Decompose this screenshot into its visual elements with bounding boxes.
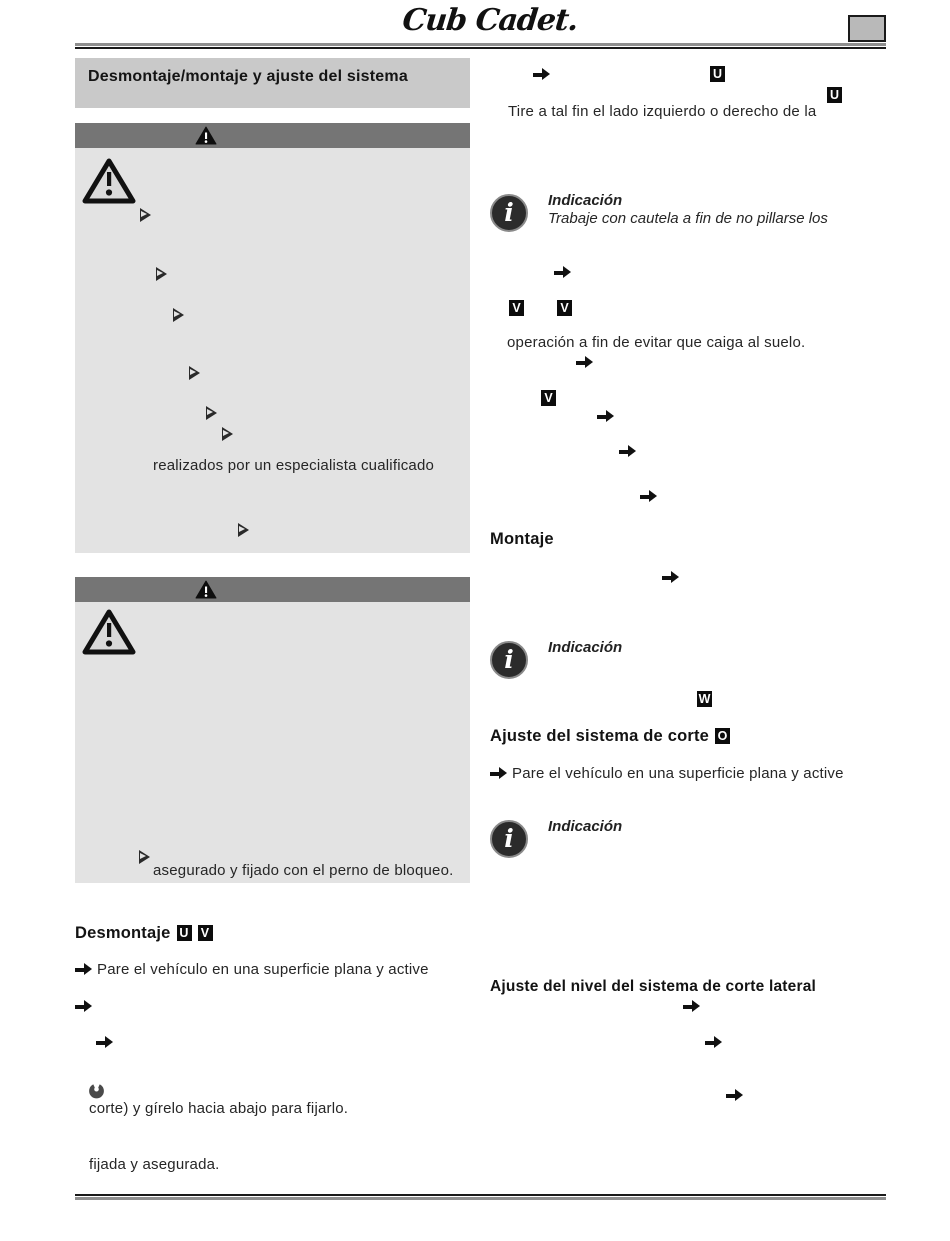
header-rule-gray xyxy=(75,43,886,46)
ref-badge-o: O xyxy=(715,728,730,744)
info-icon xyxy=(490,194,528,232)
warning-box-header xyxy=(75,577,470,602)
ref-badge-u: U xyxy=(177,925,192,941)
chevron-right-icon xyxy=(139,850,151,864)
chevron-right-icon xyxy=(238,523,250,537)
footer-rule-black xyxy=(75,1194,886,1196)
step-item xyxy=(75,961,429,978)
chevron-right-icon xyxy=(189,366,201,380)
arrow-right-icon xyxy=(576,356,593,369)
warning-triangle-icon xyxy=(82,157,136,205)
step-text: Pare el vehículo en una superficie plana y active xyxy=(512,765,844,782)
note-title: Indicación xyxy=(548,818,623,835)
heading-desmontaje-label: Desmontaje xyxy=(75,924,171,942)
warning-triangle-icon xyxy=(195,580,217,599)
arrow-right-icon xyxy=(75,963,92,976)
warning-box-2 xyxy=(75,577,470,883)
heading-ajuste-corte xyxy=(490,727,730,746)
ref-badge-w: W xyxy=(698,692,711,706)
chevron-right-icon xyxy=(140,208,152,222)
arrow-right-icon xyxy=(726,1089,743,1102)
arrow-right-icon xyxy=(662,571,679,584)
warning-box-1 xyxy=(75,123,470,553)
ref-badge-u: U xyxy=(710,66,725,82)
arrow-right-icon xyxy=(640,490,657,503)
ref-badge-v: V xyxy=(198,925,213,941)
ref-badge-u: U xyxy=(827,87,842,103)
body-text-line: corte) y gírelo hacia abajo para fijarlo. xyxy=(89,1100,349,1117)
arrow-right-icon xyxy=(683,1000,700,1013)
footer-rule-gray xyxy=(75,1197,886,1200)
chevron-right-icon xyxy=(156,267,168,281)
heading-ajuste-nivel: Ajuste del nivel del sistema de corte lateral xyxy=(490,978,817,995)
step-text: Pare el vehículo en una superficie plana y active xyxy=(97,961,429,978)
ref-badge-v: V xyxy=(557,300,572,316)
warning-text-line: asegurado y fijado con el perno de bloqueo. xyxy=(153,862,454,879)
heading-ajuste-corte-label: Ajuste del sistema de corte xyxy=(490,727,710,745)
note-title: Indicación xyxy=(548,639,623,656)
arrow-right-icon xyxy=(75,1000,92,1013)
arrow-right-icon xyxy=(533,68,550,81)
warning-triangle-icon xyxy=(82,608,136,656)
step-item xyxy=(490,765,844,782)
info-icon xyxy=(490,641,528,679)
wrench-icon xyxy=(88,1082,105,1099)
page-number-box xyxy=(848,15,886,42)
warning-box-header xyxy=(75,123,470,148)
info-glyph: i xyxy=(504,824,514,853)
ref-badge-v: V xyxy=(509,300,524,316)
chevron-right-icon xyxy=(206,406,218,420)
body-text-line: operación a fin de evitar que caiga al suelo. xyxy=(507,334,806,351)
heading-desmontaje xyxy=(75,924,213,943)
body-text-line: fijada y asegurada. xyxy=(89,1156,220,1173)
note-body: Trabaje con cautela a fin de no pillarse los xyxy=(548,210,828,227)
body-text-line: Tire a tal fin el lado izquierdo o derecho de la xyxy=(508,103,817,120)
heading-montaje: Montaje xyxy=(490,530,554,548)
ref-badge-v: V xyxy=(541,390,556,406)
arrow-right-icon xyxy=(96,1036,113,1049)
info-glyph: i xyxy=(504,645,514,674)
chevron-right-icon xyxy=(222,427,234,441)
arrow-right-icon xyxy=(490,767,507,780)
arrow-right-icon xyxy=(619,445,636,458)
section-title: Desmontaje/montaje y ajuste del sistema xyxy=(75,58,470,108)
warning-text-line: realizados por un especialista cualificado xyxy=(153,457,435,474)
arrow-right-icon xyxy=(705,1036,722,1049)
arrow-right-icon xyxy=(597,410,614,423)
info-icon xyxy=(490,820,528,858)
chevron-right-icon xyxy=(173,308,185,322)
header-rule-black xyxy=(75,47,886,49)
warning-triangle-icon xyxy=(195,126,217,145)
info-glyph: i xyxy=(504,198,514,227)
cub-cadet-logo: Cub Cadet. xyxy=(400,3,580,38)
note-title: Indicación xyxy=(548,192,623,209)
arrow-right-icon xyxy=(554,266,571,279)
